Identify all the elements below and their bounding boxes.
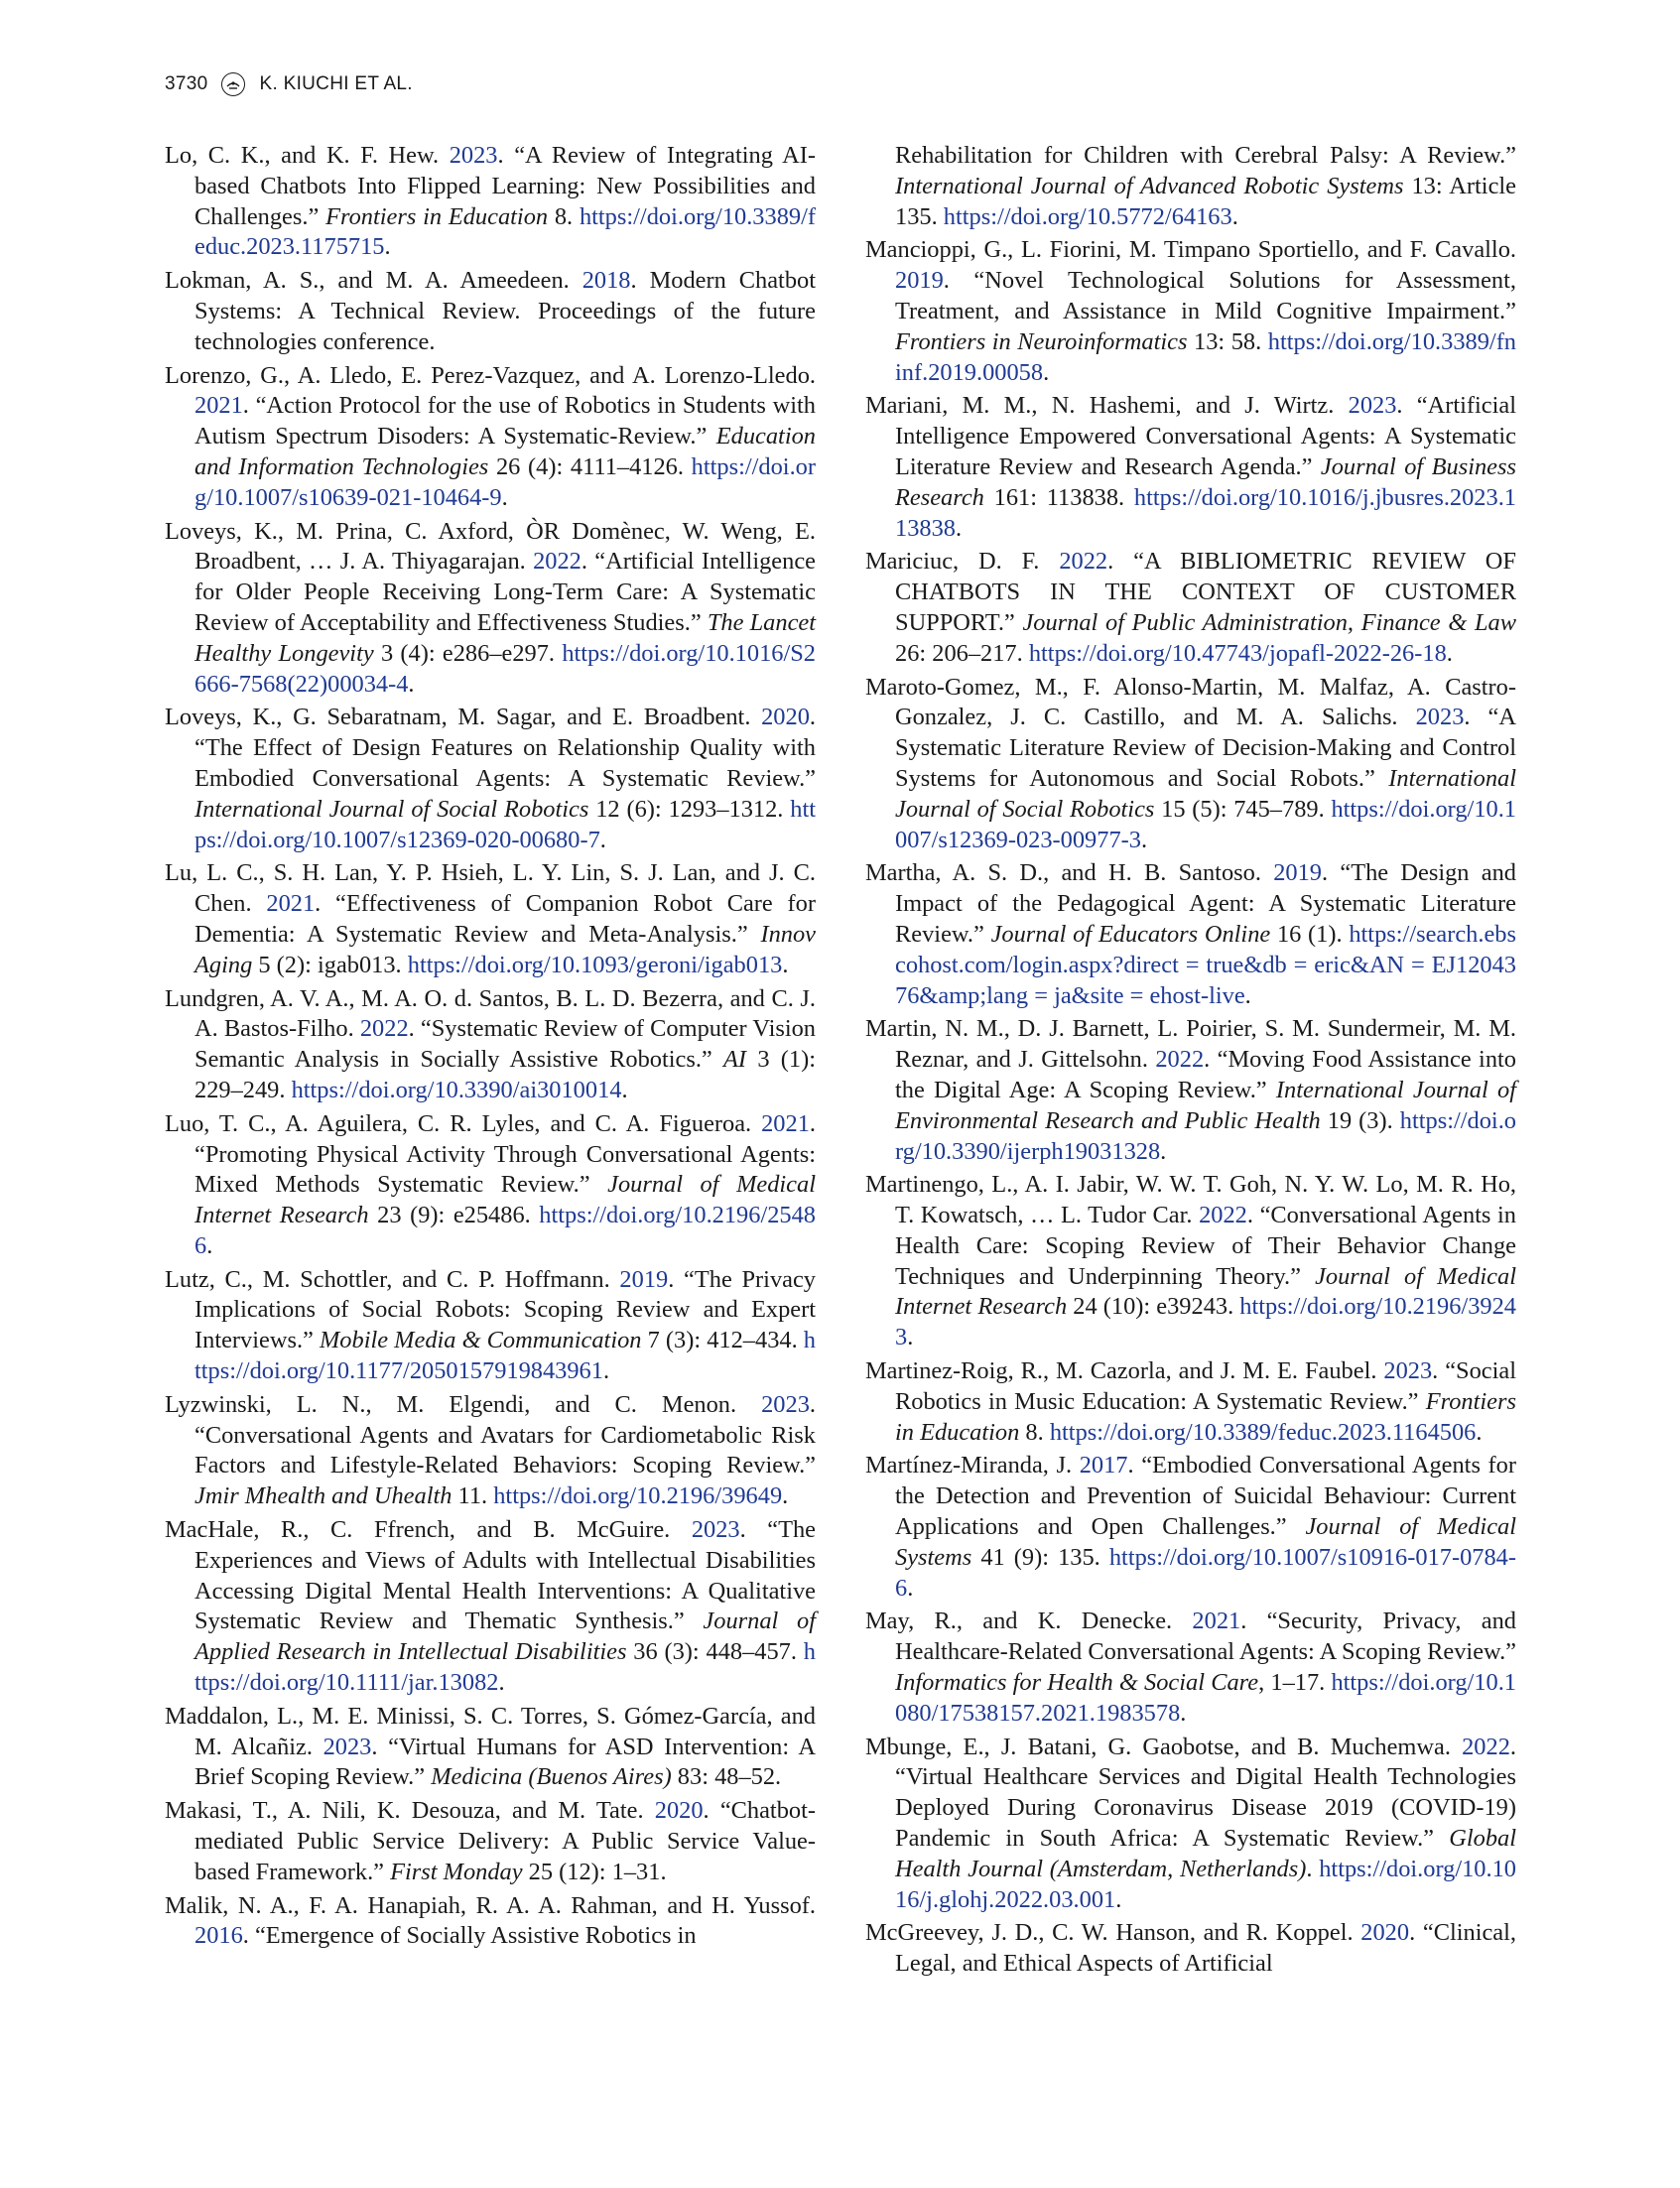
ref-venue: International Journal of Social Robotics [895, 764, 1516, 823]
page-number: 3730 [165, 73, 208, 94]
ref-text: Luo, T. C., A. Aguilera, C. R. Lyles, and C. A. Figueroa. [165, 1109, 762, 1137]
ref-text: Lutz, C., M. Schottler, and C. P. Hoffmann. [165, 1265, 620, 1293]
ref-year-link[interactable]: 2022 [533, 548, 582, 576]
ref-text: 13: Article 135. [895, 172, 1517, 230]
ref-venue: International Journal of Environmental Research and Public Health [895, 1076, 1516, 1134]
running-head-authors: K. KIUCHI ET AL. [259, 73, 413, 94]
ref-text: . [1043, 358, 1050, 386]
ref-text: . [501, 483, 508, 511]
reference-entry [165, 1515, 816, 1699]
ref-text: . [206, 1231, 213, 1259]
reference-entry [165, 1265, 816, 1387]
ref-text: . “The Design and Impact of the Pedagogical Agent: A Systematic Literature Review.” [895, 859, 1516, 948]
ref-doi-link[interactable]: https://doi.org/10.47743/jopafl-2022-26-18 [1028, 639, 1447, 667]
ref-year-link[interactable]: 2020 [654, 1797, 704, 1825]
reference-entry [865, 858, 1516, 1011]
ref-venue: Mobile Media & Communication [319, 1327, 642, 1354]
ref-text: . [1140, 826, 1148, 853]
ref-text: . “Conversational Agents in Health Care: Scoping Review of Their Behavior Change Techniques and Underpinning Theory.” [895, 1202, 1516, 1290]
ref-doi-link[interactable]: https://doi.org/10.5772/64163 [943, 202, 1232, 230]
ref-text: . [1180, 1699, 1187, 1727]
ref-text: 3 (1): 229–249. [194, 1046, 817, 1103]
ref-doi-link[interactable]: https://doi.org/10.1007/s12369-023-00977-3 [895, 795, 1516, 853]
ref-venue: Frontiers in Education [895, 1387, 1516, 1446]
ref-year-link[interactable]: 2016 [194, 1922, 243, 1950]
reference-entry [165, 984, 816, 1106]
ref-text: . [782, 951, 789, 978]
ref-venue: AI [723, 1046, 747, 1074]
ref-year-link[interactable]: 2021 [266, 890, 316, 918]
running-head [165, 69, 413, 99]
ref-doi-link[interactable]: https://doi.org/10.1007/s10639-021-10464-9 [194, 452, 817, 511]
ref-text: . “Security, Privacy, and Healthcare-Related Conversational Agents: A Scoping Review.” [895, 1608, 1516, 1666]
ref-text: 41 (9): 135. [971, 1543, 1109, 1571]
ref-venue: Frontiers in Neuroinformatics [895, 327, 1188, 355]
ref-text: . [782, 1482, 789, 1510]
ref-doi-link[interactable]: https://doi.org/10.3389/feduc.2023.1175715 [194, 202, 816, 261]
ref-text: Lyzwinski, L. N., M. Elgendi, and C. Menon. [165, 1390, 762, 1418]
publisher-logo-icon [221, 72, 245, 96]
ref-doi-link[interactable]: https://search.ebscohost.com/login.aspx?direct = true&db = eric&AN = EJ1204376&amp;lang = ja&site = ehost-live [895, 920, 1516, 1009]
ref-text: . “Moving Food Assistance into the Digital Age: A Scoping Review.” [895, 1046, 1517, 1103]
ref-doi-link[interactable]: https://doi.org/10.3390/ai3010014 [291, 1076, 622, 1103]
ref-text: 13: 58. [1187, 327, 1268, 355]
ref-year-link[interactable]: 2020 [1360, 1919, 1410, 1947]
ref-doi-link[interactable]: https://doi.org/10.1177/2050157919843961 [194, 1327, 816, 1385]
ref-text: . “A BIBLIOMETRIC REVIEW OF CHATBOTS IN THE CONTEXT OF CUSTOMER SUPPORT.” [895, 548, 1516, 636]
ref-text: . “Virtual Healthcare Services and Digital Health Technologies Deployed During Coronavirus Disease 2019 (COVID-19) Pandemic in South Africa: A Systematic Review.” [895, 1733, 1516, 1853]
ref-doi-link[interactable]: https://doi.org/10.2196/25486 [194, 1202, 817, 1259]
reference-entry [165, 703, 816, 855]
ref-text: Lundgren, A. V. A., M. A. O. d. Santos, B. L. D. Bezerra, and C. J. A. Bastos-Filho. [165, 984, 816, 1043]
ref-text: . “Emergence of Socially Assistive Robotics in [242, 1922, 697, 1950]
ref-text: . [408, 670, 415, 698]
ref-text: 36 (3): 448–457. [626, 1638, 804, 1666]
ref-text: Mbunge, E., J. Batani, G. Gaobotse, and B. Muchemwa. [865, 1733, 1463, 1760]
ref-text: 7 (3): 412–434. [641, 1327, 804, 1354]
ref-doi-link[interactable]: https://doi.org/10.1016/j.jbusres.2023.113838 [895, 483, 1516, 542]
ref-text: 8. [1019, 1418, 1050, 1446]
ref-text: Malik, N. A., F. A. Hanapiah, R. A. A. Rahman, and H. Yussof. [165, 1891, 816, 1919]
ref-text: . [955, 514, 963, 542]
ref-text: Maroto-Gomez, M., F. Alonso-Martin, M. Malfaz, A. Castro-Gonzalez, J. C. Castillo, and M. A. Salichs. [865, 673, 1516, 731]
ref-venue: International Journal of Advanced Robotic Systems [895, 172, 1404, 199]
reference-entry [865, 235, 1516, 388]
reference-entry [165, 1891, 816, 1953]
ref-text: Mariciuc, D. F. [865, 548, 1060, 576]
ref-text: 26: 206–217. [895, 639, 1029, 667]
ref-venue: Innov Aging [194, 920, 816, 978]
ref-text: . “Virtual Humans for ASD Intervention: A Brief Scoping Review.” [194, 1733, 816, 1791]
ref-text: . [384, 233, 391, 261]
reference-entry [865, 1918, 1516, 1980]
reference-entry [865, 673, 1516, 856]
ref-doi-link[interactable]: https://doi.org/10.3389/fninf.2019.00058 [895, 327, 1517, 386]
ref-year-link[interactable]: 2022 [1155, 1046, 1205, 1074]
ref-text: Lorenzo, G., A. Lledo, E. Perez-Vazquez, and A. Lorenzo-Lledo. [165, 361, 816, 389]
ref-year-link[interactable]: 2021 [761, 1109, 810, 1137]
ref-text: 3 (4): e286–e297. [373, 639, 563, 667]
ref-text: 24 (10): e39243. [1067, 1293, 1240, 1321]
ref-venue: Informatics for Health & Social Care [895, 1669, 1259, 1697]
ref-text: Rehabilitation for Children with Cerebral Palsy: A Review.” [895, 142, 1516, 169]
reference-entry [865, 1607, 1516, 1729]
ref-text: . [1476, 1418, 1483, 1446]
reference-entry [165, 1702, 816, 1793]
ref-year-link[interactable]: 2020 [761, 704, 810, 731]
ref-text: . “Clinical, Legal, and Ethical Aspects of Artificial [895, 1919, 1517, 1978]
ref-text: 11. [452, 1482, 494, 1510]
reference-entry [865, 141, 1516, 232]
reference-entry [865, 547, 1516, 669]
ref-year-link[interactable]: 2023 [323, 1733, 372, 1760]
ref-doi-link[interactable]: https://doi.org/10.1007/s10916-017-0784-6 [895, 1543, 1516, 1602]
ref-text: Martinengo, L., A. I. Jabir, W. W. T. Goh, N. Y. W. Lo, M. R. Ho, T. Kowatsch, … L. Tudor Car. [865, 1171, 1516, 1229]
ref-year-link[interactable]: 2021 [194, 392, 243, 420]
ref-year-link[interactable]: 2021 [1192, 1608, 1241, 1635]
ref-text: . [1306, 1855, 1320, 1882]
ref-text: . “The Effect of Design Features on Relationship Quality with Embodied Conversational Agents: A Systematic Review.” [194, 704, 816, 792]
ref-venue: Journal of Medical Systems [895, 1513, 1516, 1571]
ref-text: 26 (4): 4111–4126. [488, 452, 692, 480]
ref-text: . “Novel Technological Solutions for Assessment, Treatment, and Assistance in Mild Cognitive Impairment.” [895, 267, 1516, 324]
ref-text: . “Artificial Intelligence Empowered Conversational Agents: A Systematic Literature Review and Research Agenda.” [895, 392, 1516, 480]
reference-entry [165, 1796, 816, 1887]
ref-text: . [1446, 639, 1453, 667]
ref-year-link[interactable]: 2018 [582, 267, 631, 295]
ref-doi-link[interactable]: https://doi.org/10.1007/s12369-020-00680-7 [194, 795, 817, 853]
reference-entry [865, 391, 1516, 544]
ref-year-link[interactable]: 2023 [1348, 392, 1397, 420]
ref-text: Loveys, K., M. Prina, C. Axford, ÒR Domènec, W. Weng, E. Broadbent, … J. A. Thiyagarajan. [165, 517, 816, 576]
reference-entry [865, 1356, 1516, 1448]
ref-venue: Journal of Public Administration, Finance & Law [1022, 608, 1517, 636]
ref-venue: Medicina (Buenos Aires) [431, 1763, 672, 1791]
reference-entry [165, 1109, 816, 1262]
ref-year-link[interactable]: 2019 [619, 1265, 669, 1293]
ref-year-link[interactable]: 2017 [1079, 1452, 1128, 1480]
ref-year-link[interactable]: 2023 [691, 1516, 740, 1544]
reference-entry [165, 141, 816, 263]
ref-venue: Education and Information Technologies [194, 423, 816, 480]
ref-venue: Frontiers in Education [325, 202, 549, 230]
ref-text: Martin, N. M., D. J. Barnett, L. Poirier, S. M. Sundermeir, M. M. Reznar, and J. Gittelsohn. [865, 1015, 1516, 1074]
reference-column-left [165, 141, 816, 1955]
ref-text: . “Artificial Intelligence for Older People Receiving Long-Term Care: A Systematic Review of Acceptability and Effectiveness Studies.” [194, 548, 816, 636]
ref-text: Maddalon, L., M. E. Minissi, S. C. Torres, S. Gómez-García, and M. Alcañiz. [165, 1702, 816, 1760]
ref-text: . “Chatbot-mediated Public Service Delivery: A Public Service Value-based Framework.” [194, 1797, 816, 1885]
ref-year-link[interactable]: 2023 [1415, 704, 1465, 731]
ref-text: 19 (3). [1320, 1106, 1400, 1134]
ref-venue: Journal of Medical Internet Research [194, 1171, 816, 1229]
reference-entry [865, 1170, 1516, 1353]
ref-text: . “The Experiences and Views of Adults with Intellectual Disabilities Accessing Digital Mental Health Interventions: A Qualitative Systematic Review and Thematic Synthesis.” [194, 1516, 816, 1635]
ref-doi-link[interactable]: https://doi.org/10.2196/39649 [493, 1482, 783, 1510]
ref-venue: Journal of Medical Internet Research [895, 1262, 1516, 1321]
ref-year-link[interactable]: 2023 [1383, 1357, 1433, 1385]
ref-text: Lokman, A. S., and M. A. Ameedeen. [165, 267, 582, 295]
ref-venue: Journal of Business Research [895, 452, 1516, 511]
ref-text: May, R., and K. Denecke. [865, 1608, 1193, 1635]
ref-text: Mancioppi, G., L. Fiorini, M. Timpano Sportiello, and F. Cavallo. [865, 236, 1516, 264]
ref-year-link[interactable]: 2022 [359, 1015, 409, 1043]
ref-text: . “Embodied Conversational Agents for the Detection and Prevention of Suicidal Behaviour: Current Applications and Open Challenges.” [895, 1452, 1516, 1541]
ref-text: 25 (12): 1–31. [522, 1858, 667, 1885]
reference-column-right [865, 141, 1516, 1983]
ref-venue: The Lancet Healthy Longevity [194, 608, 816, 667]
ref-text: 12 (6): 1293–1312. [588, 795, 791, 823]
ref-text: MacHale, R., C. Ffrench, and B. McGuire. [165, 1516, 692, 1544]
ref-text: . [1160, 1137, 1167, 1165]
ref-text: 15 (5): 745–789. [1154, 795, 1332, 823]
ref-text: . [498, 1669, 505, 1697]
reference-entry [165, 266, 816, 357]
ref-venue: Journal of Applied Research in Intellectual Disabilities [194, 1608, 816, 1666]
reference-entry [165, 517, 816, 701]
ref-text: . “Effectiveness of Companion Robot Care for Dementia: A Systematic Review and Meta-Analysis.” [194, 890, 816, 948]
ref-year-link[interactable]: 2019 [895, 267, 944, 295]
reference-entry [865, 1451, 1516, 1604]
ref-text: Makasi, T., A. Nili, K. Desouza, and M. Tate. [165, 1797, 655, 1825]
ref-text: . “Promoting Physical Activity Through Conversational Agents: Mixed Methods Systematic Review.” [194, 1109, 816, 1199]
ref-year-link[interactable]: 2022 [1059, 548, 1108, 576]
ref-text: . [1115, 1885, 1122, 1913]
ref-text: Lo, C. K., and K. F. Hew. [165, 142, 450, 169]
ref-text: . [602, 1357, 610, 1385]
ref-text: . [599, 826, 606, 853]
reference-entry [165, 361, 816, 514]
ref-doi-link[interactable]: https://doi.org/10.1016/S2666-7568(22)00034-4 [194, 639, 816, 698]
reference-entry [865, 1014, 1516, 1167]
ref-text: . “Social Robotics in Music Education: A Systematic Review.” [895, 1357, 1516, 1415]
ref-text: . Modern Chatbot Systems: A Technical Review. Proceedings of the future technologies conference. [194, 267, 816, 355]
ref-doi-link[interactable]: https://doi.org/10.1111/jar.13082 [194, 1638, 816, 1697]
ref-doi-link[interactable]: https://doi.org/10.2196/39243 [895, 1293, 1517, 1351]
ref-text: 23 (9): e25486. [368, 1202, 540, 1229]
reference-entry [165, 858, 816, 980]
ref-text: , 1–17. [1258, 1669, 1332, 1697]
ref-text: . “A Systematic Literature Review of Decision-Making and Control Systems for Autonomous and Social Robots.” [895, 704, 1516, 792]
ref-doi-link[interactable]: https://doi.org/10.1016/j.glohj.2022.03.001 [895, 1855, 1516, 1913]
ref-year-link[interactable]: 2023 [449, 142, 498, 169]
ref-venue: Journal of Educators Online [990, 920, 1271, 948]
ref-text: Martínez-Miranda, J. [865, 1452, 1080, 1480]
ref-text: 161: 113838. [983, 483, 1134, 511]
ref-text: 8. [548, 202, 580, 230]
ref-doi-link[interactable]: https://doi.org/10.3389/feduc.2023.1164506 [1049, 1418, 1477, 1446]
ref-venue: First Monday [390, 1858, 523, 1885]
ref-text: McGreevey, J. D., C. W. Hanson, and R. Koppel. [865, 1919, 1361, 1947]
ref-year-link[interactable]: 2022 [1462, 1733, 1510, 1760]
ref-text: . [621, 1076, 628, 1103]
ref-text: . “A Review of Integrating AI-based Chatbots Into Flipped Learning: New Possibilities and Challenges.” [194, 142, 816, 230]
ref-text: . [907, 1324, 914, 1351]
ref-venue: International Journal of Social Robotics [194, 795, 589, 823]
ref-doi-link[interactable]: https://doi.org/10.3390/ijerph19031328 [895, 1106, 1516, 1165]
ref-doi-link[interactable]: https://doi.org/10.1080/17538157.2021.1983578 [895, 1669, 1516, 1727]
ref-text: . [1231, 202, 1238, 230]
ref-text: 83: 48–52. [671, 1763, 782, 1791]
ref-text: Martha, A. S. D., and H. B. Santoso. [865, 859, 1274, 887]
ref-venue: Global Health Journal (Amsterdam, Netherlands) [895, 1825, 1516, 1882]
ref-text: 16 (1). [1270, 920, 1350, 948]
ref-text: 5 (2): igab013. [252, 951, 408, 978]
ref-year-link[interactable]: 2023 [761, 1390, 810, 1418]
reference-entry [865, 1733, 1516, 1916]
reference-entry [165, 1390, 816, 1512]
ref-text: Martinez-Roig, R., M. Cazorla, and J. M. E. Faubel. [865, 1357, 1384, 1385]
ref-venue: Jmir Mhealth and Uhealth [194, 1482, 452, 1510]
ref-text: . “Conversational Agents and Avatars for Cardiometabolic Risk Factors and Lifestyle-Related Behaviors: Scoping Review.” [194, 1390, 816, 1480]
ref-doi-link[interactable]: https://doi.org/10.1093/geroni/igab013 [407, 951, 783, 978]
ref-year-link[interactable]: 2019 [1273, 859, 1322, 887]
ref-text: . “Systematic Review of Computer Vision Semantic Analysis in Socially Assistive Robotics.” [194, 1015, 817, 1074]
ref-text: . [1244, 981, 1251, 1009]
ref-text: Loveys, K., G. Sebaratnam, M. Sagar, and E. Broadbent. [165, 704, 762, 731]
ref-text: . [907, 1574, 914, 1602]
ref-text: . “Action Protocol for the use of Robotics in Students with Autism Spectrum Disoders: A Systematic-Review.” [194, 392, 816, 450]
ref-year-link[interactable]: 2022 [1199, 1202, 1247, 1229]
ref-text: . “The Privacy Implications of Social Robots: Scoping Review and Expert Interviews.” [194, 1265, 816, 1354]
ref-text: Mariani, M. M., N. Hashemi, and J. Wirtz. [865, 392, 1349, 420]
ref-text: Lu, L. C., S. H. Lan, Y. P. Hsieh, L. Y. Lin, S. J. Lan, and J. C. Chen. [165, 859, 816, 918]
